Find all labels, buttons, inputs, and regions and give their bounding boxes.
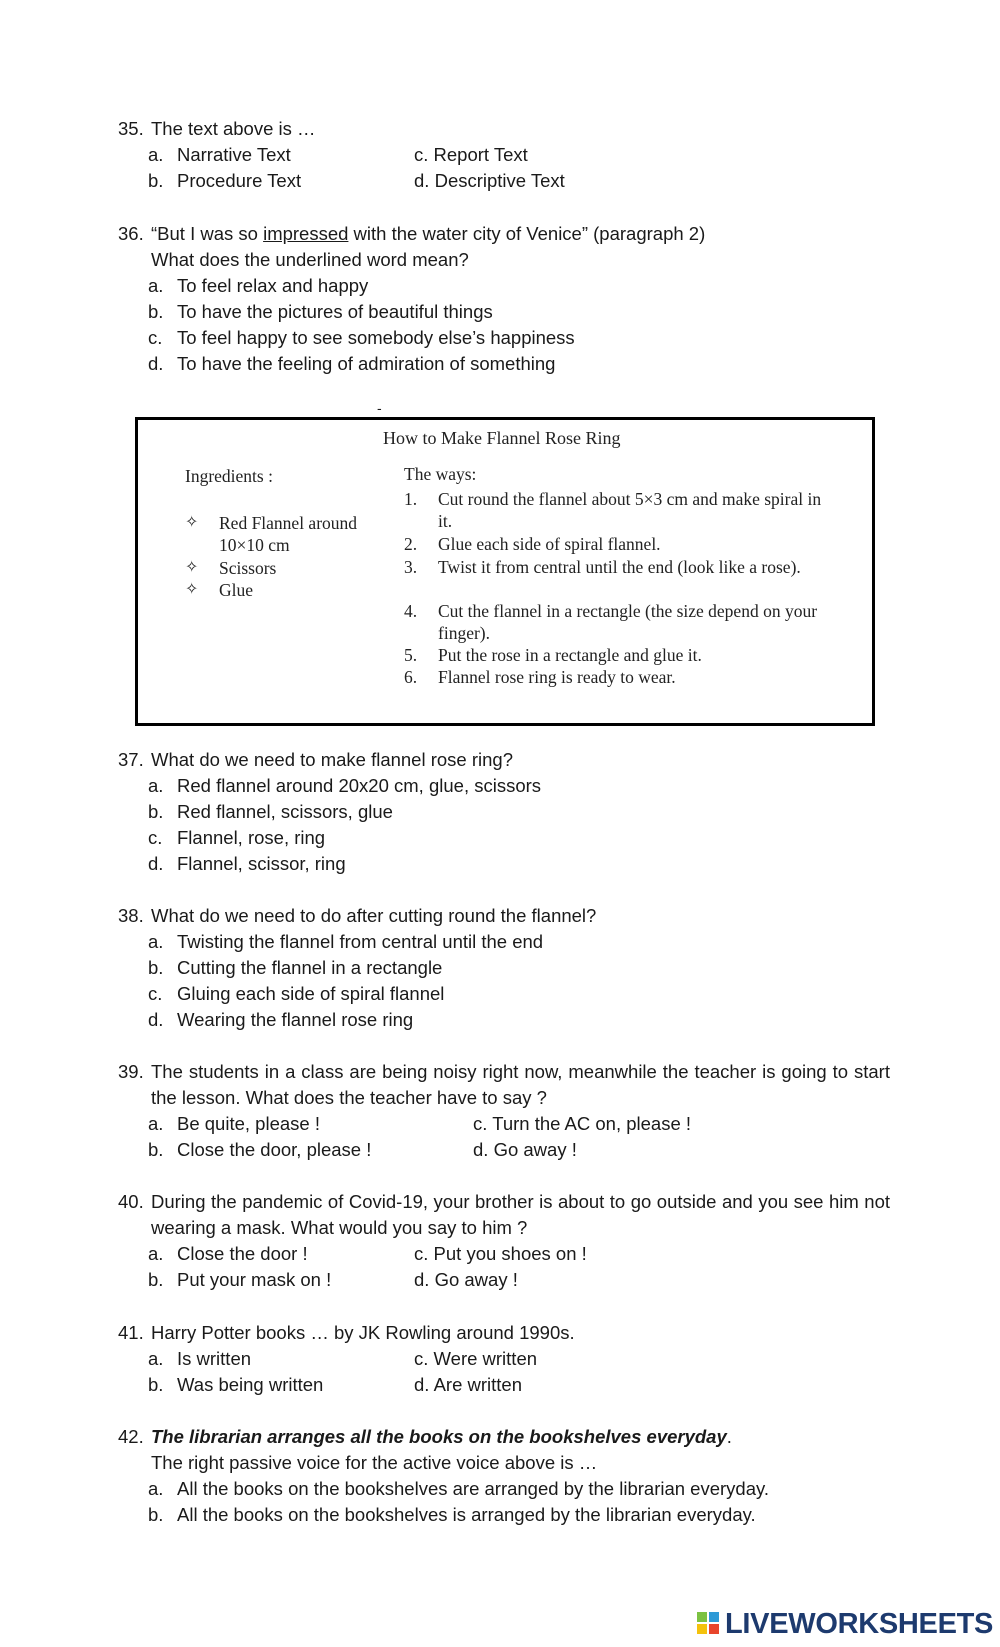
option-text: Report Text <box>433 144 528 165</box>
option-text: Gluing each side of spiral flannel <box>177 983 445 1004</box>
recipe-box <box>135 417 875 726</box>
option-letter: a. <box>148 1478 164 1499</box>
option-letter: b. <box>148 801 164 822</box>
sentence-period: . <box>726 1426 732 1447</box>
step-number: 3. <box>404 557 418 577</box>
bullet-icon: ✧ <box>185 514 199 531</box>
option-a[interactable] <box>118 142 890 168</box>
question-text: What do we need to do after cutting round the flannel? <box>151 905 597 926</box>
ingredient-text: Red Flannel around 10×10 cm <box>219 513 358 555</box>
sentence-text: The librarian arranges all the books on the bookshelves everyday <box>151 1426 727 1447</box>
step-text: Flannel rose ring is ready to wear. <box>438 667 676 687</box>
option-text: Is written <box>177 1348 252 1369</box>
option-text: Procedure Text <box>177 170 302 191</box>
option-c[interactable] <box>414 1241 587 1267</box>
question-stem <box>118 747 890 773</box>
option-text: Was being written <box>177 1374 324 1395</box>
option-text: To have the feeling of admiration of something <box>177 353 556 374</box>
step-number: 2. <box>404 534 418 554</box>
option-text: To feel relax and happy <box>177 275 369 296</box>
option-d[interactable] <box>118 851 890 877</box>
question-number: 42. <box>118 1426 144 1447</box>
option-letter: c. <box>148 327 163 348</box>
option-c[interactable] <box>118 325 890 351</box>
option-text: All the books on the bookshelves is arranged by the librarian everyday. <box>177 1504 756 1525</box>
option-d[interactable] <box>414 1267 518 1293</box>
option-c[interactable] <box>118 981 890 1007</box>
question-42 <box>118 1424 890 1528</box>
question-number: 39. <box>118 1061 144 1082</box>
quote-text: with the water city of Venice” (paragraph 2) <box>348 223 706 244</box>
option-c[interactable] <box>414 1346 537 1372</box>
option-letter: d. <box>148 1009 164 1030</box>
option-d[interactable] <box>414 168 565 194</box>
option-text: Put your mask on ! <box>177 1269 332 1290</box>
question-stem <box>118 116 890 142</box>
question-text: What does the underlined word mean? <box>151 249 469 270</box>
bullet-icon: ✧ <box>185 559 199 576</box>
option-text: Be quite, please ! <box>177 1113 320 1134</box>
option-b[interactable] <box>118 168 890 194</box>
option-text: Red flannel, scissors, glue <box>177 801 393 822</box>
question-stem <box>118 1320 890 1346</box>
option-letter: d. <box>414 1374 430 1395</box>
ingredients-heading: Ingredients : <box>185 466 273 486</box>
question-text: What do we need to make flannel rose ring? <box>151 749 513 770</box>
option-letter: a. <box>148 931 164 952</box>
option-letter: a. <box>148 1113 164 1134</box>
step-text: Put the rose in a rectangle and glue it. <box>438 645 702 665</box>
option-letter: c. <box>473 1113 488 1134</box>
option-c[interactable] <box>414 142 528 168</box>
option-letter: a. <box>148 1348 164 1369</box>
option-text: Descriptive Text <box>434 170 565 191</box>
option-letter: d. <box>473 1139 489 1160</box>
ingredient-text: Glue <box>219 580 254 600</box>
option-letter: d. <box>148 353 164 374</box>
option-letter: c. <box>414 1348 429 1369</box>
option-text: To have the pictures of beautiful things <box>177 301 493 322</box>
question-text: Harry Potter books … by JK Rowling around 1990s. <box>151 1322 575 1343</box>
question-36 <box>118 221 890 377</box>
ways-heading: The ways: <box>404 464 477 484</box>
option-text: Narrative Text <box>177 144 291 165</box>
option-text: Were written <box>433 1348 538 1369</box>
option-text: Red flannel around 20x20 cm, glue, scissors <box>177 775 542 796</box>
question-text: The students in a class are being noisy right now, meanwhile the teacher is going to start the lesson. What does the teacher have to say ? <box>151 1061 890 1108</box>
question-35 <box>118 116 890 194</box>
option-letter: d. <box>414 1269 430 1290</box>
option-text: All the books on the bookshelves are arranged by the librarian everyday. <box>177 1478 770 1499</box>
bullet-icon: ✧ <box>185 581 199 598</box>
option-a[interactable] <box>118 1346 890 1372</box>
question-40 <box>118 1189 890 1293</box>
option-letter: c. <box>148 827 163 848</box>
option-a[interactable] <box>118 773 890 799</box>
logo-blocks-icon <box>697 1612 721 1636</box>
step-number: 5. <box>404 645 418 665</box>
option-b[interactable] <box>118 799 890 825</box>
option-text: Go away ! <box>493 1139 577 1160</box>
option-b[interactable] <box>118 1137 890 1163</box>
option-text: Go away ! <box>434 1269 518 1290</box>
option-d[interactable] <box>118 1007 890 1033</box>
option-letter: b. <box>148 957 164 978</box>
step-number: 4. <box>404 601 418 621</box>
option-a[interactable] <box>118 273 890 299</box>
option-letter: a. <box>148 144 164 165</box>
option-a[interactable] <box>118 1111 890 1137</box>
active-sentence <box>118 1424 890 1450</box>
question-number: 41. <box>118 1322 144 1343</box>
question-number: 40. <box>118 1191 144 1212</box>
option-letter: d. <box>414 170 430 191</box>
question-37 <box>118 747 890 877</box>
option-d[interactable] <box>473 1137 577 1163</box>
quote-text: “But I was so <box>151 223 264 244</box>
option-text: Flannel, rose, ring <box>177 827 326 848</box>
recipe-title: How to Make Flannel Rose Ring <box>383 428 621 448</box>
option-text: Twisting the flannel from central until the end <box>177 931 544 952</box>
option-d[interactable] <box>118 351 890 377</box>
step-text: Cut round the flannel about 5×3 cm and make spiral in it. <box>438 489 822 531</box>
option-text: Close the door, please ! <box>177 1139 372 1160</box>
option-text: Cutting the flannel in a rectangle <box>177 957 443 978</box>
question-number: 37. <box>118 749 144 770</box>
step-number: 1. <box>404 489 418 509</box>
option-letter: a. <box>148 275 164 296</box>
option-letter: c. <box>148 983 163 1004</box>
option-a[interactable] <box>118 1476 890 1502</box>
option-letter: b. <box>148 1504 164 1525</box>
option-letter: b. <box>148 301 164 322</box>
option-letter: a. <box>148 1243 164 1264</box>
question-39 <box>118 1059 890 1163</box>
option-letter: b. <box>148 1374 164 1395</box>
option-a[interactable] <box>118 1241 890 1267</box>
step-number: 6. <box>404 667 418 687</box>
underlined-word: impressed <box>263 223 349 244</box>
question-number: 36. <box>118 223 144 244</box>
option-d[interactable] <box>414 1372 522 1398</box>
question-number: 38. <box>118 905 144 926</box>
question-stem <box>118 221 890 273</box>
option-letter: c. <box>414 144 429 165</box>
logo-text: LIVEWORKSHEETS <box>725 1608 994 1640</box>
option-b[interactable] <box>118 299 890 325</box>
option-b[interactable] <box>118 1502 890 1528</box>
option-letter: c. <box>414 1243 429 1264</box>
option-text: Close the door ! <box>177 1243 308 1264</box>
option-b[interactable] <box>118 1267 890 1293</box>
option-text: To feel happy to see somebody else’s happiness <box>177 327 575 348</box>
option-a[interactable] <box>118 929 890 955</box>
option-text: Flannel, scissor, ring <box>177 853 346 874</box>
option-letter: b. <box>148 1269 164 1290</box>
question-stem <box>118 903 890 929</box>
ingredient-text: Scissors <box>219 558 277 578</box>
option-text: Put you shoes on ! <box>433 1243 587 1264</box>
question-text: The text above is … <box>151 118 316 139</box>
option-b[interactable] <box>118 1372 890 1398</box>
question-stem <box>118 1424 890 1476</box>
question-stem <box>118 1189 890 1241</box>
step-text: Glue each side of spiral flannel. <box>438 534 661 554</box>
question-text: The right passive voice for the active voice above is … <box>151 1452 598 1473</box>
question-number: 35. <box>118 118 144 139</box>
question-text: During the pandemic of Covid-19, your brother is about to go outside and you see him not wearing a mask. What would you say to him ? <box>151 1191 890 1238</box>
option-text: Turn the AC on, please ! <box>492 1113 692 1134</box>
stray-dash: - <box>377 400 382 416</box>
option-c[interactable] <box>473 1111 691 1137</box>
option-letter: b. <box>148 1139 164 1160</box>
question-38 <box>118 903 890 1033</box>
option-b[interactable] <box>118 955 890 981</box>
question-quote <box>118 221 890 247</box>
option-text: Wearing the flannel rose ring <box>177 1009 414 1030</box>
step-text: Cut the flannel in a rectangle (the size depend on your finger). <box>438 601 818 643</box>
option-letter: d. <box>148 853 164 874</box>
option-text: Are written <box>433 1374 522 1395</box>
option-letter: a. <box>148 775 164 796</box>
option-letter: b. <box>148 170 164 191</box>
question-stem <box>118 1059 890 1111</box>
question-41 <box>118 1320 890 1398</box>
option-c[interactable] <box>118 825 890 851</box>
step-text: Twist it from central until the end (look like a rose). <box>438 557 801 577</box>
